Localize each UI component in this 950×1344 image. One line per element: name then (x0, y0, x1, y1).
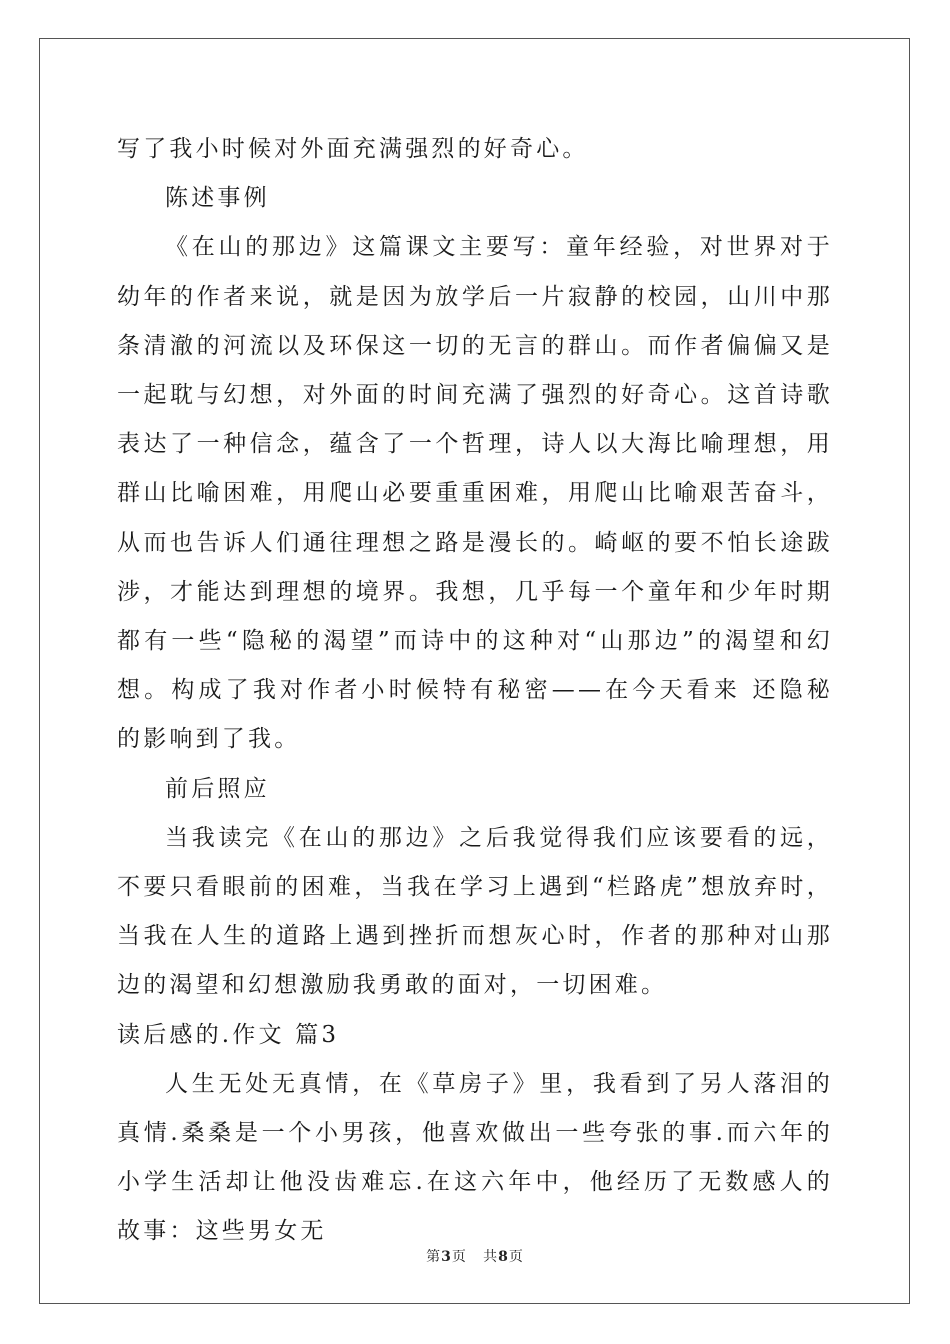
total-unit: 页 (508, 1249, 524, 1265)
paragraph-body: 人生无处无真情，在《草房子》里，我看到了另人落泪的真情.桑桑是一个小男孩，他喜欢做出一些夸张的事.而六年的小学生活却让他没齿难忘.在这六年中，他经历了无数感人的故事：这些男女无 (117, 1070, 833, 1245)
section-heading-narrate-example: 陈述事例 (165, 185, 270, 212)
page-total: 8 (498, 1249, 509, 1265)
page-unit: 页 (451, 1249, 467, 1265)
paragraph-body: 当我读完《在山的那边》之后我觉得我们应该要看的远，不要只看眼前的困难，当我在学习上遇到“栏路虎”想放弃时，当我在人生的道路上遇到挫折而想灰心时，作者的那种对山那边的渴望和幻想激励我勇敢的面对，一切困难。 (117, 824, 833, 999)
section-heading-echo: 前后照应 (165, 775, 270, 802)
page-number: 3 (441, 1249, 452, 1265)
total-prefix: 共 (483, 1249, 499, 1265)
page-prefix: 第 (426, 1249, 442, 1265)
essay-title: 读后感的.作文 篇3 (117, 1021, 340, 1048)
page-footer (0, 1246, 950, 1266)
paragraph-body: 《在山的那边》这篇课文主要写：童年经验，对世界对于幼年的作者来说，就是因为放学后一片寂静的校园，山川中那条清澈的河流以及环保这一切的无言的群山。而作者偏偏又是一起耽与幻想，对外面的时间充满了强烈的好奇心。这首诗歌表达了一种信念，蕴含了一个哲理，诗人以大海比喻理想，用群山比喻困难，用爬山必要重重困难，用爬山比喻艰苦奋斗，从而也告诉人们通往理想之路是漫长的。崎岖的要不怕长途跋涉，才能达到理想的境界。我想，几乎每一个童年和少年时期都有一些“隐秘的渴望”而诗中的这种对“山那边”的渴望和幻想。构成了我对作者小时候特有秘密——在今天看来 还隐秘的影响到了我。 (117, 234, 833, 753)
paragraph-continuation: 写了我小时候对外面充满强烈的好奇心。 (117, 136, 589, 162)
document-body (117, 125, 833, 1257)
